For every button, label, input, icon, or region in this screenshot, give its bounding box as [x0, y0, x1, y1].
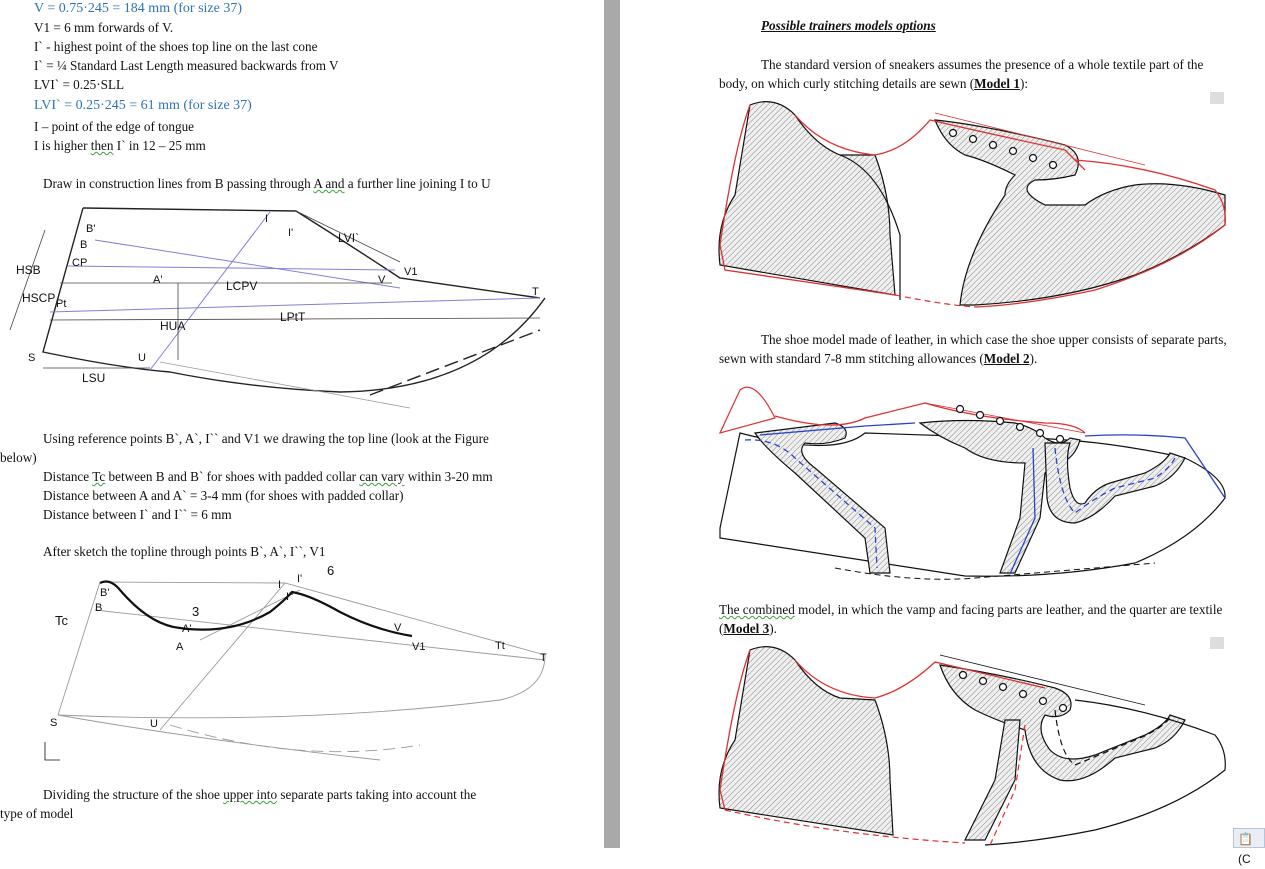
fig2-label: A	[176, 641, 184, 653]
fig2-label: B	[95, 602, 103, 614]
tiny-marker	[1210, 637, 1224, 649]
text-line: The standard version of sneakers assumes the presence of a whole textile part of the	[761, 57, 1204, 72]
text-line: sewn with standard 7-8 mm stitching allowances (Model 2).	[719, 351, 1038, 366]
fig1-label: HUA	[160, 319, 186, 333]
fig1-label: A'	[153, 274, 163, 286]
fig2-label: U	[150, 718, 158, 730]
fig1-label: LCPV	[226, 279, 258, 293]
clipboard-icon: 📋	[1238, 832, 1253, 846]
text-line: body, on which curly stitching details are sewn (Model 1):	[719, 76, 1028, 91]
fig2-label: Tc	[55, 613, 68, 628]
tiny-marker	[1210, 92, 1224, 104]
fig1-label: B'	[86, 223, 96, 235]
text-line: Draw in construction lines from B passing through A and a further line joining I to U	[43, 176, 491, 191]
fig1-label: LPtT	[280, 310, 306, 324]
model-2-figure	[715, 378, 1260, 588]
fig1-label: B	[80, 239, 88, 251]
fig2-label: T	[540, 652, 547, 664]
model-1-figure	[715, 95, 1260, 310]
fig2-label: V	[394, 622, 402, 634]
fig2-label: Tt	[495, 640, 505, 652]
text-line: V = 0.75·245 = 184 mm (for size 37)	[34, 1, 243, 16]
text-line: V1 = 6 mm forwards of V.	[34, 20, 174, 35]
text-line: Distance Tc between B and B` for shoes with padded collar can vary within 3-20 mm	[43, 469, 493, 484]
left-page	[0, 0, 604, 848]
fig1-label: I'	[288, 227, 294, 239]
text-line: below)	[0, 450, 37, 465]
text-line: I – point of the edge of tongue	[34, 119, 195, 134]
fig2-label: B'	[100, 587, 110, 599]
fig2-label: I''	[286, 591, 294, 603]
text-line: Distance between I` and I`` = 6 mm	[43, 507, 232, 522]
fig1-label: LSU	[82, 371, 106, 385]
fig1-label: LVI`	[338, 231, 360, 245]
text-line: LVI` = 0.25·SLL	[34, 77, 125, 92]
fig2-label: A'	[182, 623, 192, 635]
section-heading: Possible trainers models options	[761, 18, 936, 33]
fig1-label: Pt	[56, 298, 67, 310]
text-line: The combined model, in which the vamp and facing parts are leather, and the quarter are textile	[719, 602, 1223, 617]
sole-dash	[370, 330, 540, 395]
text-line: I` - highest point of the shoes top line on the last cone	[34, 39, 318, 54]
fig2-label: V1	[412, 641, 426, 653]
text-line: I is higher then I` in 12 – 25 mm	[34, 138, 206, 153]
fig2-label: S	[50, 717, 58, 729]
fig1-label: U	[138, 352, 146, 364]
fig2-label: I	[278, 579, 282, 591]
fig1-label: V	[378, 274, 386, 286]
model-3-figure	[715, 640, 1260, 848]
fig1-label: S	[28, 352, 36, 364]
fig1-label: HSCP	[22, 291, 56, 305]
paste-options-button[interactable]: 📋(C	[1233, 828, 1265, 848]
fig1-label: V1	[404, 266, 418, 278]
top-outline	[83, 208, 540, 298]
text-line: (Model 3).	[719, 621, 777, 636]
text-line: Distance between A and A` = 3-4 mm (for shoes with padded collar)	[43, 488, 404, 503]
fig1-label: CP	[72, 257, 88, 269]
fig2-label: I'	[297, 573, 303, 585]
text-line: LVI` = 0.25·245 = 61 mm (for size 37)	[34, 98, 252, 113]
text-line: After sketch the topline through points B`, A`, I``, V1	[43, 544, 326, 559]
fig1-label: I	[265, 213, 269, 225]
text-line: The shoe model made of leather, in which case the shoe upper consists of separate parts,	[761, 332, 1227, 347]
fig1-label: HSB	[16, 263, 41, 277]
fig1-label: T	[532, 286, 539, 298]
text-line: Using reference points B`, A`, I`` and V1 we drawing the top line (look at the Figure	[43, 431, 489, 446]
text-line: type of model	[0, 806, 74, 821]
text-line: I` = ¼ Standard Last Length measured backwards from V	[34, 58, 339, 73]
fig2-label: 6	[327, 563, 335, 578]
construction-lines-figure	[0, 196, 604, 416]
right-page	[620, 0, 1265, 866]
text-line: Dividing the structure of the shoe upper into separate parts taking into account the	[43, 787, 477, 802]
fig2-label: 3	[192, 604, 200, 619]
topline-sketch-figure	[0, 560, 604, 770]
page-gutter	[604, 0, 620, 848]
